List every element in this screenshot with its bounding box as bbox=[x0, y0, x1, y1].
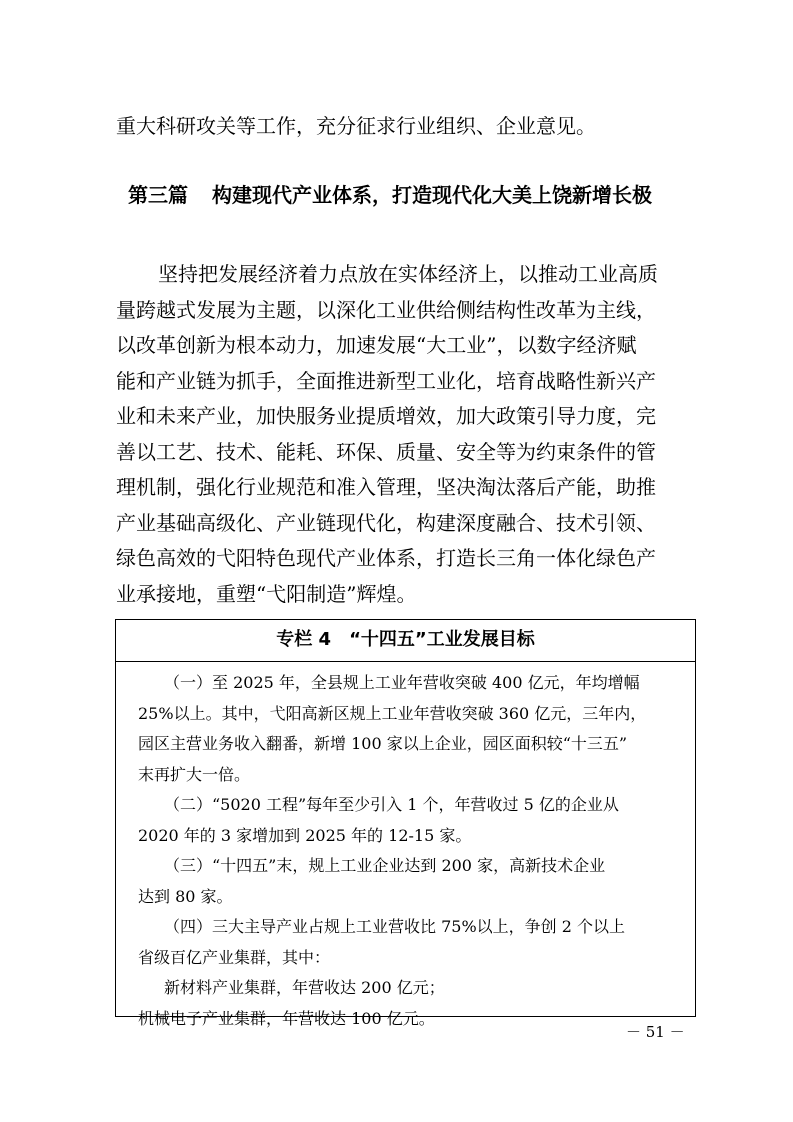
box-line: 园区主营业务收入翻番，新增 100 家以上企业，园区面积较“十三五” bbox=[138, 734, 628, 753]
box-line: 省级百亿产业集群，其中： bbox=[138, 947, 331, 967]
column-box-title: “十四五”工业发展目标 bbox=[349, 629, 535, 650]
column-box-label: 专栏 4 bbox=[276, 629, 332, 650]
paragraph-line: 量跨越式发展为主题，以深化工业供给侧结构性改革为主线， bbox=[116, 297, 656, 322]
paragraph-line: 善以工艺、技术、能耗、环保、质量、安全等为约束条件的管 bbox=[116, 439, 656, 464]
paragraph-line: 产业基础高级化、产业链现代化，构建深度融合、技术引领、 bbox=[116, 510, 656, 535]
paragraph-line: 坚持把发展经济着力点放在实体经济上，以推动工业高质 bbox=[158, 262, 658, 286]
box-line: 机械电子产业集群，年营收达 100 亿元。 bbox=[138, 1008, 435, 1028]
section-heading bbox=[128, 181, 728, 209]
paragraph-line: 以改革创新为根本动力，加速发展“大工业”，以数字经济赋 bbox=[116, 333, 637, 357]
column-box-body bbox=[116, 662, 695, 1034]
paragraph-line: 能和产业链为抓手，全面推进新型工业化，培育战略性新兴产 bbox=[116, 368, 656, 393]
box-line: 25%以上。其中，弋阳高新区规上工业年营收突破 360 亿元，三年内， bbox=[138, 703, 647, 723]
section-number: 第三篇 bbox=[128, 183, 188, 207]
paragraph-line: 绿色高效的弋阳特色现代产业体系，打造长三角一体化绿色产 bbox=[116, 546, 656, 570]
box-line: 2020 年的 3 家增加到 2025 年的 12-15 家。 bbox=[138, 825, 472, 845]
column-box-header bbox=[116, 620, 695, 662]
page-number: － 51 － bbox=[626, 1023, 685, 1041]
column-box bbox=[115, 619, 696, 1028]
box-line: 达到 80 家。 bbox=[138, 886, 233, 906]
paragraph-line: 理机制，强化行业规范和准入管理，坚决淘汰落后产能，助推 bbox=[116, 475, 656, 499]
box-line: （一）至 2025 年，全县规上工业年营收突破 400 亿元，年均增幅 bbox=[164, 673, 640, 692]
paragraph-line: 业和未来产业，加快服务业提质增效，加大政策引导力度，完 bbox=[116, 404, 656, 428]
box-line: （三）“十四五”末，规上工业企业达到 200 家，高新技术企业 bbox=[164, 856, 606, 875]
box-line: （四）三大主导产业占规上工业营收比 75%以上，争创 2 个以上 bbox=[164, 917, 626, 936]
section-title-text: 构建现代产业体系，打造现代化大美上饶新增长极 bbox=[212, 183, 652, 207]
paragraph-line: 业承接地，重塑“弋阳制造”辉煌。 bbox=[116, 581, 417, 606]
continued-paragraph-line: 重大科研攻关等工作，充分征求行业组织、企业意见。 bbox=[116, 114, 596, 138]
box-line: 末再扩大一倍。 bbox=[138, 764, 251, 784]
box-line: （二）“5020 工程”每年至少引入 1 个，年营收过 5 亿的企业从 bbox=[164, 795, 619, 814]
box-line: 新材料产业集群，年营收达 200 亿元； bbox=[164, 978, 445, 997]
body-paragraph bbox=[116, 257, 696, 612]
